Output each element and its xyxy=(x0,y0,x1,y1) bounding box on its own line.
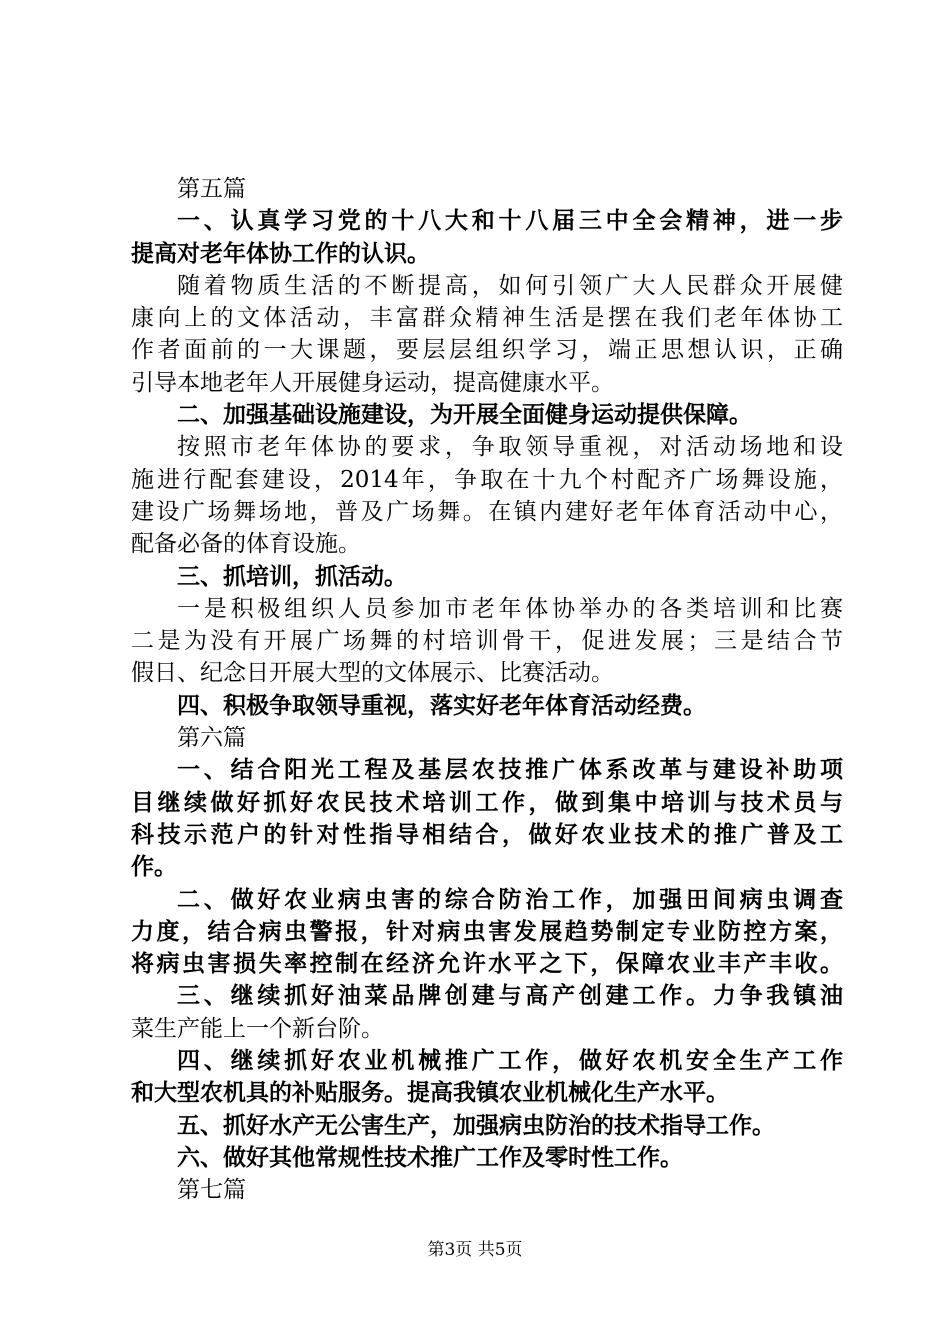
text-line: 一是积极组织人员参加市老年体协举办的各类培训和比赛 xyxy=(177,595,843,622)
text-line: 随着物质生活的不断提高，如何引领广大人民群众开展健 xyxy=(177,272,843,299)
text-line: 二、做好农业病虫害的综合防治工作，加强田间病虫调查 xyxy=(177,885,843,913)
text-line: 建设广场舞场地，普及广场舞。在镇内建好老年体育活动中心， xyxy=(131,498,843,525)
text-line: 第六篇 xyxy=(177,725,246,752)
text-line: 四、继续抓好农业机械推广工作，做好农机安全生产工作 xyxy=(177,1047,843,1075)
text-line: 目继续做好抓好农民技术培训工作，做到集中培训与技术员与 xyxy=(131,788,843,816)
text-line: 和大型农机具的补贴服务。提高我镇农业机械化生产水平。 xyxy=(131,1079,729,1107)
text-line: 施进行配套建设，2014年，争取在十九个村配齐广场舞设施， xyxy=(131,466,843,493)
text-line: 二、加强基础设施建设，为开展全面健身运动提供保障。 xyxy=(177,401,752,429)
text-line: 按照市老年体协的要求，争取领导重视，对活动场地和设 xyxy=(177,434,843,461)
text-line: 四、积极争取领导重视，落实好老年体育活动经费。 xyxy=(177,691,706,719)
text-line: 将病虫害损失率控制在经济允许水平之下，保障农业丰产丰收。 xyxy=(131,950,843,978)
page-footer: 第3页 共5页 xyxy=(427,1240,523,1260)
text-line: 提高对老年体协工作的认识。 xyxy=(131,239,430,267)
text-line: 配备必备的体育设施。 xyxy=(131,531,361,558)
text-line: 三、抓培训，抓活动。 xyxy=(177,562,407,590)
text-line: 第七篇 xyxy=(177,1177,246,1204)
text-line: 五、抓好水产无公害生产，加强病虫防治的技术指导工作。 xyxy=(177,1111,775,1139)
text-line: 科技示范户的针对性指导相结合，做好农业技术的推广普及工 xyxy=(131,820,843,848)
text-line: 作。 xyxy=(131,853,177,881)
text-line: 一、结合阳光工程及基层农技推广体系改革与建设补助项 xyxy=(177,756,843,784)
text-line: 六、做好其他常规性技术推广工作及零时性工作。 xyxy=(177,1143,683,1171)
text-line: 一、认真学习党的十八大和十八届三中全会精神，进一步 xyxy=(177,207,843,235)
text-line: 康向上的文体活动，丰富群众精神生活是摆在我们老年体协工 xyxy=(131,305,843,332)
text-line: 力度，结合病虫警报，针对病虫害发展趋势制定专业防控方案， xyxy=(131,917,843,945)
text-line: 二是为没有开展广场舞的村培训骨干，促进发展；三是结合节 xyxy=(131,628,843,655)
text-line: 三、继续抓好油菜品牌创建与高产创建工作。力争我镇油 xyxy=(177,982,843,1010)
text-line: 第五篇 xyxy=(177,176,246,202)
text-line: 作者面前的一大课题，要层层组织学习，端正思想认识，正确 xyxy=(131,337,843,364)
document-body xyxy=(131,173,843,1207)
text-line: 假日、纪念日开展大型的文体展示、比赛活动。 xyxy=(131,660,614,687)
text-line: 菜生产能上一个新台阶。 xyxy=(131,1015,384,1042)
text-line: 引导本地老年人开展健身运动，提高健康水平。 xyxy=(131,369,614,396)
